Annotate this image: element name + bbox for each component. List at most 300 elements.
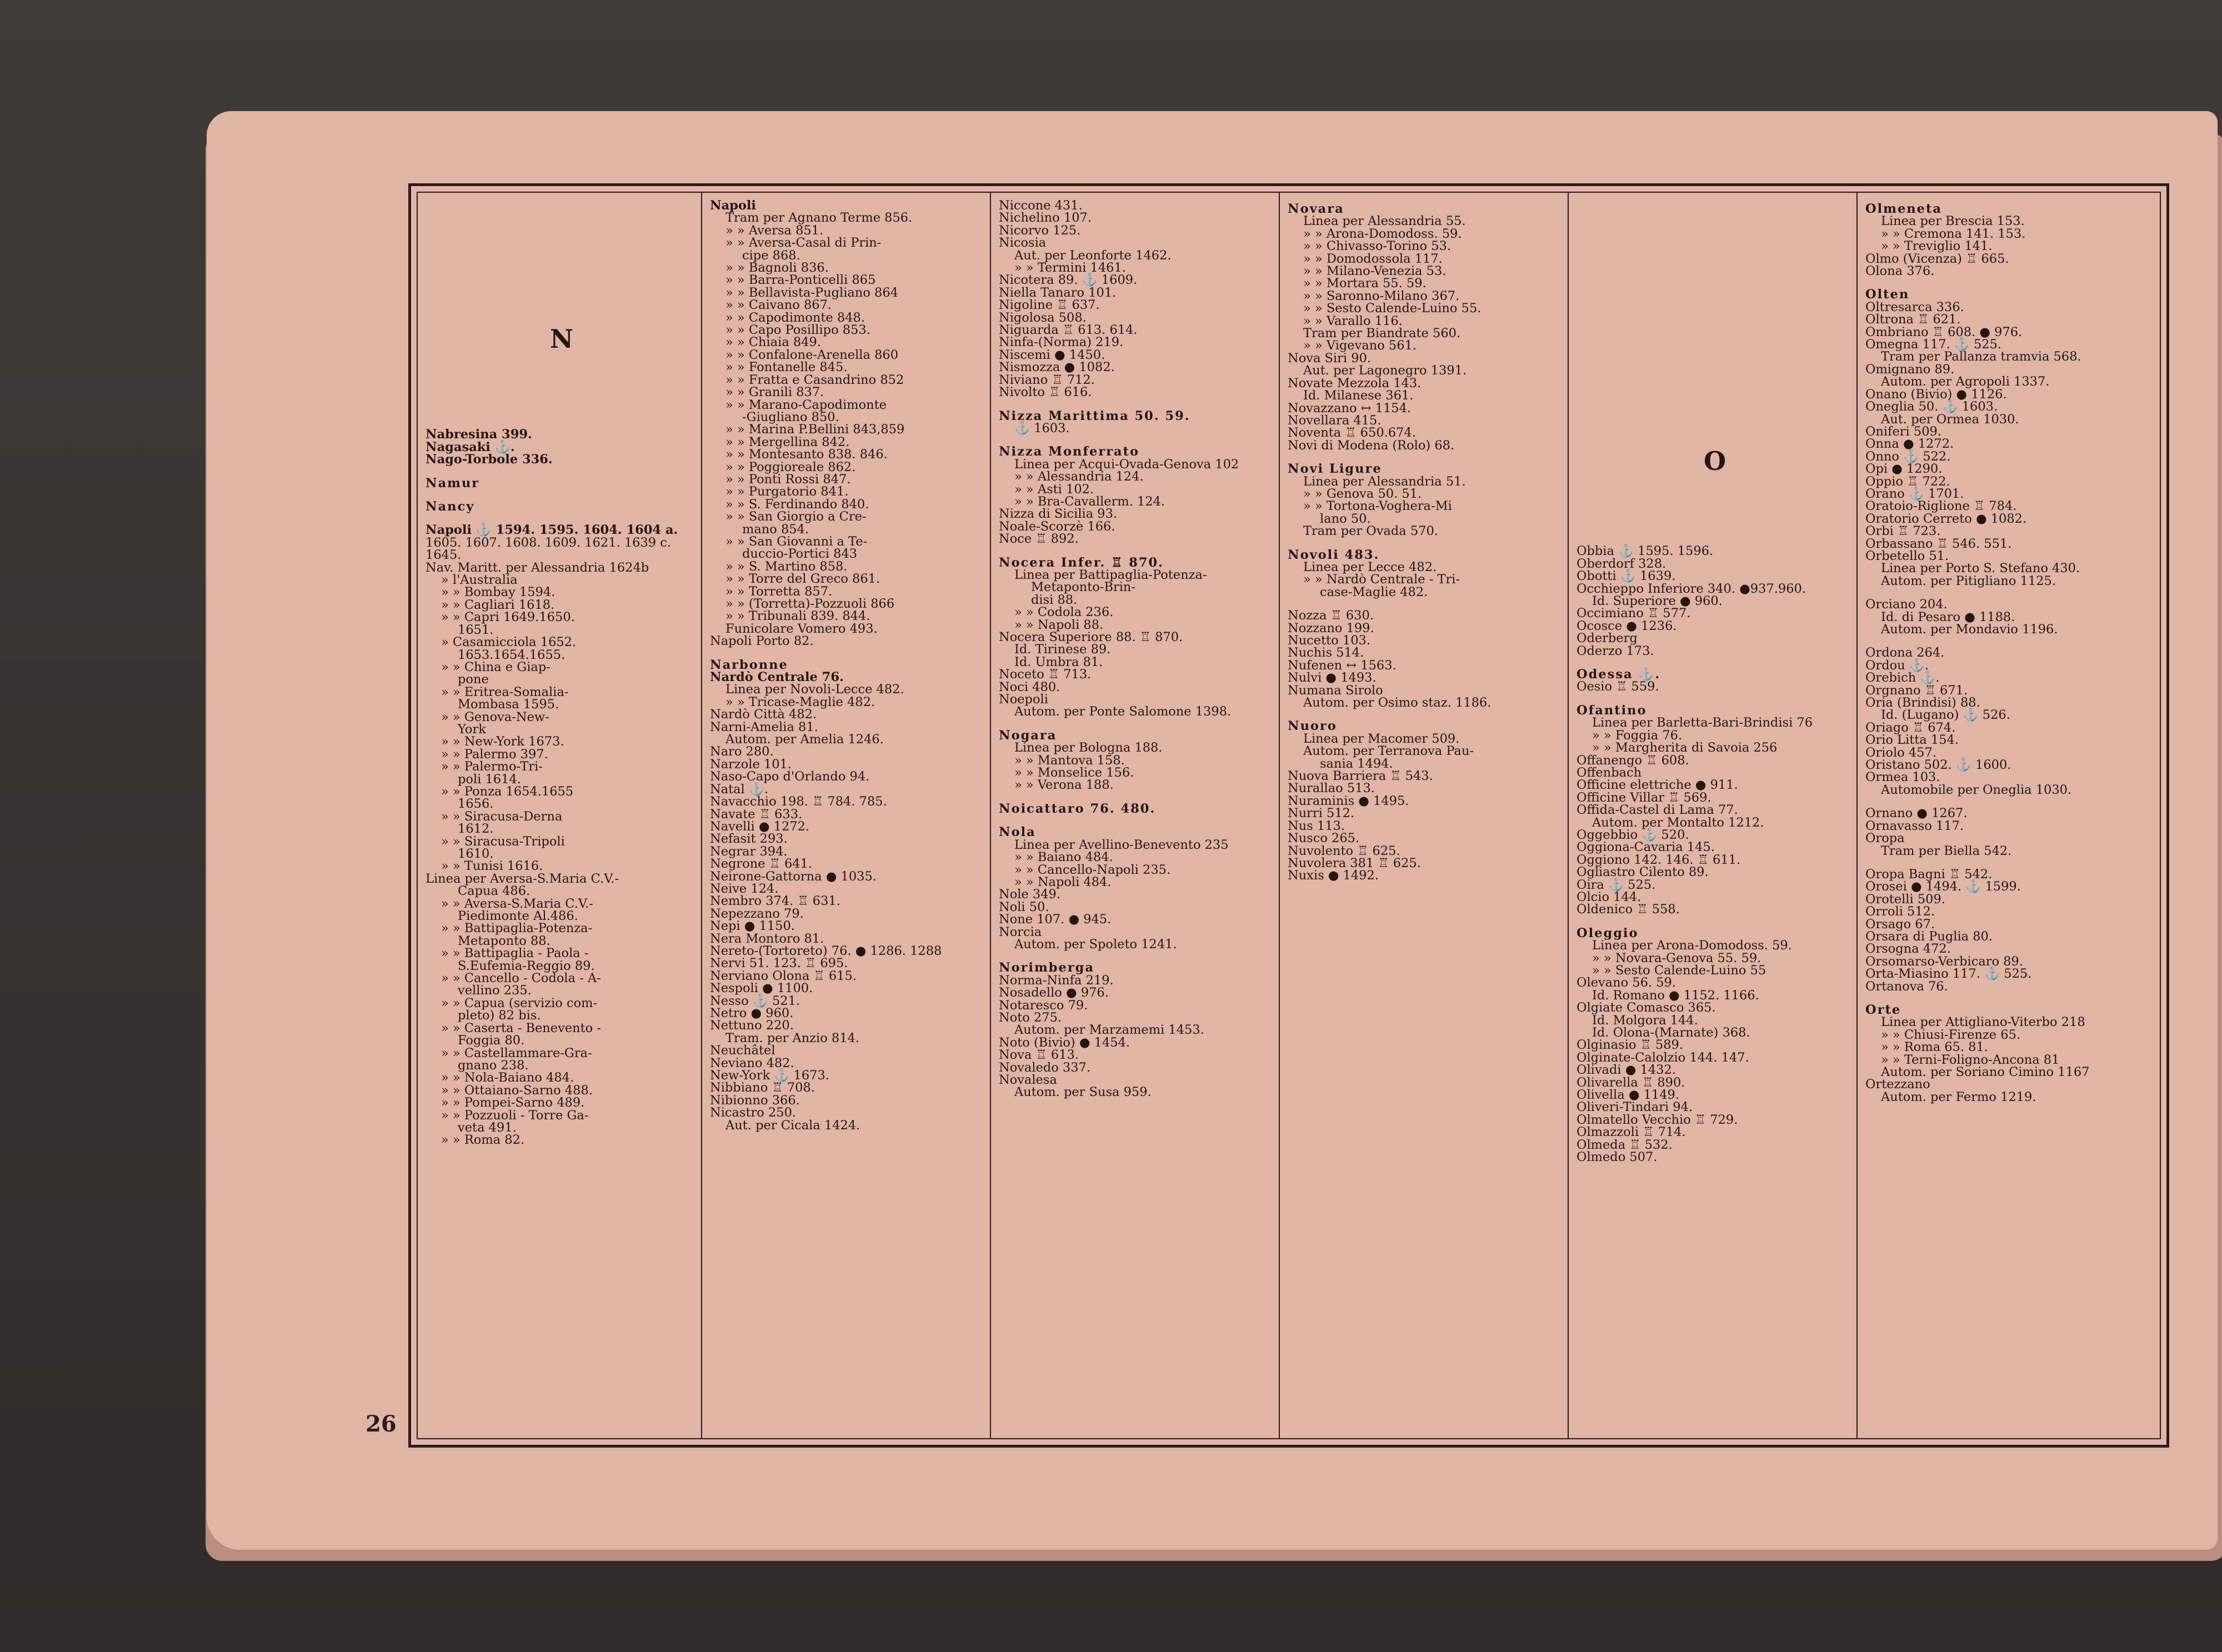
index-entry: » » Bagnoli 836. [725,261,829,276]
index-entry: Linea per Novoli-Lecce 482. [725,682,904,697]
index-entry: » » Genova 50. 51. [1303,486,1422,501]
index-entry: Olmazzoli ♖ 714. [1577,1125,1686,1140]
index-entry: » » Saronno-Milano 367. [1303,288,1460,303]
index-entry: cipe 868. [742,248,800,263]
index-entry: Id. Molgora 144. [1592,1013,1698,1028]
index-entry: » » Roma 65. 81. [1881,1040,1988,1055]
index-entry: » » Ottaiano-Sarno 488. [441,1083,593,1098]
index-entry: Oratoio-Riglione ♖ 784. [1865,499,2017,514]
index-entry: Olmedo 507. [1577,1150,1658,1165]
index-entry: Nismozza ● 1082. [999,360,1115,375]
index-entry: » » New-York 1673. [441,734,564,749]
index-entry: » » Caivano 867. [725,298,832,313]
index-entry: Olginate-Calolzio 144. 147. [1577,1050,1749,1065]
index-entry: Olivarella ♖ 890. [1577,1075,1685,1090]
index-entry: Orano ⚓ 1701. [1865,486,1964,501]
index-entry: » » Palermo 397. [441,747,548,762]
index-entry: Olmeda ♖ 532. [1577,1137,1673,1152]
index-entry: Olginasio ♖ 589. [1577,1038,1684,1053]
index-entry: Nefasit 293. [710,832,788,847]
index-entry: Neive 124. [710,881,779,896]
index-entry: Nera Montoro 81. [710,931,824,946]
index-entry: Olcio 144. [1577,889,1642,904]
index-entry: Linea per Brescia 153. [1881,214,2025,229]
index-entry: Linea per Alessandria 51. [1303,474,1466,489]
index-entry: poli 1614. [458,772,521,787]
index-entry: » » Bombay 1594. [441,585,556,600]
index-entry: Ordou ⚓. [1865,658,1929,673]
index-entry: Novara [1288,202,1344,216]
index-entry: » » Aversa 851. [725,223,824,238]
section-letter: O [1703,446,1726,476]
index-entry: Norma-Ninfa 219. [999,973,1114,988]
index-column-3 [990,193,1279,1438]
index-entry: Autom. per Spoleto 1241. [1014,937,1177,952]
index-entry: Linea per Arona-Domodoss. 59. [1592,938,1792,953]
index-frame [408,183,2169,1448]
index-entry: » » Chivasso-Torino 53. [1303,239,1452,254]
index-entry: Netro ● 960. [710,1006,794,1020]
index-entry: » » Nardò Centrale - Tri- [1303,572,1460,587]
index-entry: Tram per Agnano Terme 856. [725,211,913,226]
index-entry: » » Torretta 857. [725,584,833,599]
index-entry: Novoli 483. [1288,547,1380,562]
index-entry: Ornavasso 117. [1865,818,1964,833]
index-entry: Oesio ♖ 559. [1577,679,1659,694]
index-entry: Niccone 431. [999,198,1083,213]
index-entry: Nibionno 366. [710,1093,800,1108]
index-column-2 [701,193,990,1438]
index-entry: Nagasaki ⚓. [426,439,515,454]
index-entry: -Giugliano 850. [742,409,839,424]
index-entry: Norcia [999,924,1042,939]
index-entry: Nesso ⚓ 521. [710,993,800,1008]
index-entry: » » Domodossola 117. [1303,251,1443,266]
index-entry: Autom. per Agropoli 1337. [1881,374,2050,389]
index-entry: Linea per Aversa-S.Maria C.V.- [426,871,619,886]
index-entry: » » Montesanto 838. 846. [725,447,888,462]
index-entry: S.Eufemia-Reggio 89. [458,958,595,973]
index-entry: Noci 480. [999,679,1060,694]
index-entry: Ortanova 76. [1865,979,1948,994]
index-entry: Offanengo ♖ 608. [1577,753,1689,768]
index-entry: None 107. ● 945. [999,912,1112,927]
index-entry: » » Novara-Genova 55. 59. [1592,950,1761,965]
index-entry: » » San Giorgio a Cre- [725,509,867,524]
index-entry: Orgnano ♖ 671. [1865,683,1968,698]
index-entry: Novellara 415. [1288,413,1382,428]
index-entry: » l'Australia [441,573,518,588]
index-entry: Novi di Modena (Rolo) 68. [1288,438,1455,453]
index-entry: Orbetello 51. [1865,548,1949,563]
index-entry: Oppio ♖ 722. [1865,474,1950,489]
index-entry: Ordona 264. [1865,645,1945,660]
index-entry: Ortezzano [1865,1077,1930,1092]
index-entry: Autom. per Soriano Cimino 1167 [1881,1065,2090,1079]
index-entry: Orroli 512. [1865,904,1935,919]
index-entry: Nabresina 399. [426,427,532,442]
index-entry: Id. Umbra 81. [1014,654,1103,669]
index-entry: Nurallao 513. [1288,781,1375,796]
index-entry: Oggiona-Cavaria 145. [1577,840,1715,855]
index-entry: Id. (Lugano) ⚓ 526. [1881,708,2010,723]
index-entry: Nurri 512. [1288,806,1355,821]
index-entry: Ornano ● 1267. [1865,806,1968,821]
index-entry: » » Eritrea-Somalia- [441,684,569,699]
index-entry: Nizza Marittima 50. 59. [999,408,1190,423]
index-entry: » » Cancello - Codola - A- [441,971,601,986]
index-entry: 1653.1654.1655. [458,647,565,662]
index-entry: Noto (Bivio) ● 1454. [999,1035,1130,1050]
index-entry: » » Codola 236. [1014,605,1114,620]
index-entry: Orotelli 509. [1865,892,1945,907]
page-number: 26 [366,1411,397,1437]
index-entry: Omegna 117. ⚓ 525. [1865,337,2002,352]
index-entry: » » Sesto Calende-Luino 55. [1303,301,1482,316]
index-entry: » » Ponza 1654.1655 [441,784,574,799]
index-entry: Orsago 67. [1865,917,1935,932]
index-entry: 1656. [458,797,494,812]
index-entry: Aut. per Ormea 1030. [1881,412,2019,427]
index-entry: Occimiano ♖ 577. [1577,606,1691,621]
index-entry: » » Treviglio 141. [1881,239,1993,254]
index-entry: » » Bellavista-Pugliano 864 [725,285,898,300]
index-entry: Ninfa-(Norma) 219. [999,335,1124,350]
index-entry: 1612. [458,822,494,837]
index-entry: Neviano 482. [710,1055,794,1070]
index-entry: » » Pompei-Sarno 489. [441,1095,585,1110]
index-entry: » » Bra-Cavallerm. 124. [1014,494,1165,509]
index-entry: Oratorio Cerreto ● 1082. [1865,511,2027,526]
index-entry: » » Chiusi-Firenze 65. [1881,1027,2021,1042]
index-entry: » Casamicciola 1652. [441,635,577,650]
index-entry: Nucetto 103. [1288,633,1370,648]
index-entry: Nozzano 199. [1288,620,1374,635]
index-entry: Nola [999,825,1036,840]
index-entry: Oltresarca 336. [1865,299,1964,314]
index-entry: » » Marano-Capodimonte [725,397,887,412]
index-entry: Novaledo 337. [999,1060,1091,1075]
index-entry: Nufenen ↔ 1563. [1288,658,1397,673]
index-entry: » » S. Martino 858. [725,559,848,574]
index-entry: Narbonne [710,657,788,672]
index-entry: » » Nola-Baiano 484. [441,1070,574,1085]
index-entry: Onna ● 1272. [1865,437,1954,452]
index-entry: » » Napoli 484. [1014,874,1112,889]
index-entry: Nicastro 250. [710,1105,797,1120]
index-entry: Norimberga [999,960,1094,975]
index-entry: Nereto-(Tortoreto) 76. ● 1286. 1288 [710,943,942,958]
index-entry: Noepoli [999,692,1048,707]
index-entry: Noli 50. [999,899,1049,914]
index-entry: New-York ⚓ 1673. [710,1068,829,1083]
index-entry: Nembro 374. ♖ 631. [710,894,840,909]
index-entry: » » Mantova 158. [1014,753,1125,768]
index-entry: » » Tricase-Maglie 482. [725,694,875,709]
index-entry: Napoli [710,198,756,213]
index-entry: Oderzo 173. [1577,643,1654,658]
index-entry: » » China e Giap- [441,659,551,674]
index-entry: Namur [426,475,480,490]
index-entry: Oneglia 50. ⚓ 1603. [1865,399,1998,414]
index-entry: Nuxis ● 1492. [1288,868,1379,883]
index-entry: Linea per Barletta-Bari-Brindisi 76 [1592,715,1813,730]
index-entry: duccio-Portici 843 [742,547,858,562]
index-entry: » » Battipaglia - Paola - [441,946,589,961]
index-entry: Navate ♖ 633. [710,807,803,822]
index-entry: Linea per Alessandria 55. [1303,214,1466,229]
index-entry: Negrar 394. [710,844,788,859]
index-entry: Nigoline ♖ 637. [999,298,1100,313]
index-entry: Nuraminis ● 1495. [1288,793,1409,808]
index-entry: Foggia 80. [458,1033,525,1048]
index-entry: Oderberg [1577,631,1638,646]
index-entry: vellino 235. [458,983,532,998]
index-entry: ⚓ 1603. [1014,420,1070,435]
index-entry: » » Napoli 88. [1014,617,1104,632]
index-entry: Noceto ♖ 713. [999,667,1092,682]
index-entry: Autom. per Terranova Pau- [1303,744,1474,759]
index-entry: Tram per Pallanza tramvia 568. [1881,349,2081,364]
index-entry: Oggiono 142. 146. ♖ 611. [1577,852,1741,867]
index-entry: Oliveri-Tindari 94. [1577,1100,1693,1115]
index-entry: Notaresco 79. [999,998,1088,1013]
index-entry: Orta-Miasino 117. ⚓ 525. [1865,967,2032,982]
index-entry: Oriago ♖ 674. [1865,720,1956,735]
index-entry: » » Vigevano 561. [1303,338,1417,353]
index-entry: » » Caserta - Benevento - [441,1020,601,1035]
index-column-5 [1568,193,1856,1438]
index-entry: Orbassano ♖ 546. 551. [1865,536,2012,551]
index-entry: » » Pozzuoli - Torre Ga- [441,1108,589,1123]
index-entry: Niella Tanaro 101. [999,285,1117,300]
index-entry: » » Purgatorio 841. [725,484,849,499]
index-entry: Metaponto 88. [458,933,551,948]
index-entry: Omignano 89. [1865,362,1955,377]
index-entry: Ormea 103. [1865,770,1940,785]
index-entry: lano 50. [1320,511,1371,526]
index-entry: » » Aversa-S.Maria C.V.- [441,896,593,911]
index-entry: Oristano 502. ⚓ 1600. [1865,758,2011,773]
index-entry: Orsomarso-Verbicaro 89. [1865,954,2023,969]
index-entry: Nepezzano 79. [710,906,804,921]
index-entry: gnano 238. [458,1058,529,1073]
index-entry: Linea per Lecce 482. [1303,559,1437,574]
index-entry: Nogara [999,728,1057,743]
index-entry: Napoli Porto 82. [710,634,814,649]
index-entry: Nicosia [999,236,1047,251]
index-entry: Numana Sirolo [1288,683,1383,698]
index-entry: » » Roma 82. [441,1133,525,1148]
index-entry: » » Confalone-Arenella 860 [725,347,899,362]
index-entry: » » Barra-Ponticelli 865 [725,273,876,288]
index-entry: » » S. Ferdinando 840. [725,497,869,512]
index-entry: Ocosce ● 1236. [1577,618,1677,633]
index-entry: Nicotera 89. ⚓ 1609. [999,273,1138,288]
index-entry: Niscemi ● 1450. [999,347,1105,362]
index-entry: » » Terni-Foligno-Ancona 81 [1881,1052,2060,1067]
index-entry: Orbi ♖ 723. [1865,524,1941,539]
index-entry: Linea per Battipaglia-Potenza- [1014,567,1207,582]
index-entry: Nicorvo 125. [999,223,1081,238]
index-entry: Ofantino [1577,703,1647,718]
index-entry: Navelli ● 1272. [710,819,810,834]
index-entry: 1605. 1607. 1608. 1609. 1621. 1639 c. [426,535,671,550]
index-entry: Orciano 204. [1865,597,1948,612]
index-entry: pone [458,672,489,687]
index-entry: Oleggio [1577,925,1639,940]
index-entry: Orosei ● 1494. ⚓ 1599. [1865,879,2021,894]
index-entry: Autom. per Ponte Salomone 1398. [1014,704,1232,719]
index-entry: » » Monselice 156. [1014,765,1134,780]
index-entry: Oltrona ♖ 621. [1865,312,1961,327]
index-entry: Autom. per Montalto 1212. [1592,815,1764,830]
index-entry: Nuoro [1288,719,1337,734]
index-entry: Nardò Centrale 76. [710,670,844,685]
index-entry: Nichelino 107. [999,211,1092,226]
index-entry: Nancy [426,499,475,514]
index-entry: » » Chiaia 849. [725,335,822,350]
index-entry: Nespoli ● 1100. [710,981,813,996]
index-entry: » » Foggia 76. [1592,728,1683,743]
index-entry: » » Capua (servizio com- [441,995,598,1010]
index-entry: Olmeneta [1865,202,1942,216]
index-entry: Napoli ⚓ 1594. 1595. 1604. 1604 a. [426,523,678,538]
index-entry: Ombriano ♖ 608. ● 976. [1865,324,2023,339]
index-entry: Orsara di Puglia 80. [1865,929,1993,944]
index-entry: » » Capri 1649.1650. [441,610,575,625]
index-entry: Automobile per Oneglia 1030. [1881,782,2072,797]
index-entry: » » Ponti Rossi 847. [725,472,851,487]
index-entry: Tram per Biandrate 560. [1303,326,1461,341]
index-entry: Orte [1865,1002,1901,1017]
index-entry: Officine elettriche ● 911. [1577,778,1738,793]
index-entry: » » Fontanelle 845. [725,360,848,375]
index-entry: Orsogna 472. [1865,942,1951,957]
index-entry: Oropa [1865,831,1905,846]
index-entry: Id. Romano ● 1152. 1166. [1592,988,1759,1003]
index-entry: veta 491. [458,1120,517,1135]
index-entry: Nav. Maritt. per Alessandria 1624b [426,560,649,575]
index-entry: Nusco 265. [1288,831,1360,846]
index-entry: Narzole 101. [710,757,792,772]
index-entry: » » Fratta e Casandrino 852 [725,372,904,387]
index-entry: Novalesa [999,1073,1057,1087]
index-entry: Obbia ⚓ 1595. 1596. [1577,544,1714,559]
index-entry: Metaponto-Brin- [1031,580,1136,595]
index-entry: Offenbach [1577,765,1642,780]
index-entry: 1645. [426,548,462,563]
index-entry: Olmo (Vicenza) ♖ 665. [1865,251,2009,266]
index-entry: » » Aversa-Casal di Prin- [725,236,882,251]
index-entry: Nepi ● 1150. [710,919,795,934]
index-entry: Novazzano ↔ 1154. [1288,401,1412,415]
index-entry: Nerviano Olona ♖ 615. [710,968,857,983]
index-entry: » » Arona-Domodoss. 59. [1303,226,1462,241]
index-entry: » » Siracusa-Derna [441,809,563,824]
index-entry: » » Tunisi 1616. [441,859,543,874]
index-entry: Nocera Superiore 88. ♖ 870. [999,630,1183,644]
index-entry: Nuvolento ♖ 625. [1288,843,1400,858]
index-entry: Tram. per Anzio 814. [725,1030,860,1045]
index-entry: Autom. per Mondavio 1196. [1881,622,2058,637]
index-entry: » » Palermo-Tri- [441,759,543,774]
index-entry: » » Poggioreale 862. [725,459,856,474]
index-entry: 1651. [458,622,494,637]
index-entry: Nuova Barriera ♖ 543. [1288,769,1433,784]
index-entry: Olevano 56. 59. [1577,975,1676,990]
index-entry: Neuchâtel [710,1043,775,1058]
index-entry: Autom. per Marzamemi 1453. [1014,1023,1204,1038]
index-entry: Tram per Biella 542. [1881,843,2012,858]
index-entry: Mombasa 1595. [458,697,559,712]
index-entry: York [458,722,486,737]
index-entry: Nocera Infer. ♖ 870. [999,555,1164,570]
index-entry: Novi Ligure [1288,462,1382,477]
index-entry: Nigolosa 508. [999,310,1087,325]
index-entry: Noventa ♖ 650.674. [1288,425,1416,440]
index-entry: Nago-Torbole 336. [426,452,553,467]
index-table [417,192,2161,1439]
index-entry: Onno ⚓ 522. [1865,449,1951,464]
index-entry: Offida-Castel di Lama 77. [1577,803,1738,818]
index-entry: Tram per Ovada 570. [1303,524,1438,539]
index-entry: Natal ⚓. [710,782,769,797]
section-letter: N [549,324,574,354]
index-entry: Autom. per Osimo staz. 1186. [1303,695,1492,710]
index-entry: » » Mortara 55. 59. [1303,276,1427,291]
index-entry: » » Torre del Greco 861. [725,572,880,587]
index-entry: Occhieppo Inferiore 340. ●937.960. [1577,581,1806,596]
index-entry: Odessa ⚓. [1577,667,1661,682]
index-entry: mano 854. [742,522,809,537]
index-entry: » » San Giovanni a Te- [725,534,868,549]
index-entry: Autom. per Amelia 1246. [725,732,884,747]
index-entry: Linea per Attigliano-Viterbo 218 [1881,1015,2085,1030]
index-entry: Nova ♖ 613. [999,1048,1079,1063]
index-entry: Nivolto ♖ 616. [999,385,1092,400]
index-entry: Noicattaro 76. 480. [999,801,1156,816]
index-column-6 [1856,193,2162,1438]
index-entry: Navacchio 198. ♖ 784. 785. [710,794,887,809]
index-entry: » » Alessandria 124. [1014,469,1144,484]
index-entry: Aut. per Lagonegro 1391. [1303,363,1467,378]
index-entry: Negrone ♖ 641. [710,857,813,872]
index-entry: » » Capo Posillipo 853. [725,323,870,338]
index-entry: Olivella ● 1149. [1577,1088,1680,1103]
index-entry: Orebich ⚓. [1865,670,1940,685]
index-entry: Nibbiano ♖ 708. [710,1080,815,1095]
index-entry: Olivadi ● 1432. [1577,1063,1676,1078]
index-entry: Opi ● 1290. [1865,462,1943,477]
index-entry: » » Milano-Venezia 53. [1303,264,1447,279]
index-entry: Autom. per Fermo 1219. [1881,1089,2036,1104]
index-entry: Obotti ⚓ 1639. [1577,569,1676,584]
index-entry: Oniferi 509. [1865,424,1941,439]
index-entry: pleto) 82 bis. [458,1008,541,1023]
index-entry: Linea per Acqui-Ovada-Genova 102 [1014,457,1239,472]
index-entry: » » (Torretta)-Pozzuoli 866 [725,597,895,611]
index-entry: Linea per Macomer 509. [1303,731,1460,746]
index-entry: Nosadello ● 976. [999,985,1109,1000]
index-entry: Naro 280. [710,744,774,759]
index-entry: Oberdorf 328. [1577,556,1666,571]
index-entry: » » Battipaglia-Potenza- [441,921,593,936]
index-entry: Officine Villar ♖ 569. [1577,790,1711,805]
index-entry: » » Margherita di Savoia 256 [1592,740,1778,755]
index-entry: Aut. per Leonforte 1462. [1014,248,1172,263]
index-entry: Id. Olona-(Marnate) 368. [1592,1025,1750,1040]
